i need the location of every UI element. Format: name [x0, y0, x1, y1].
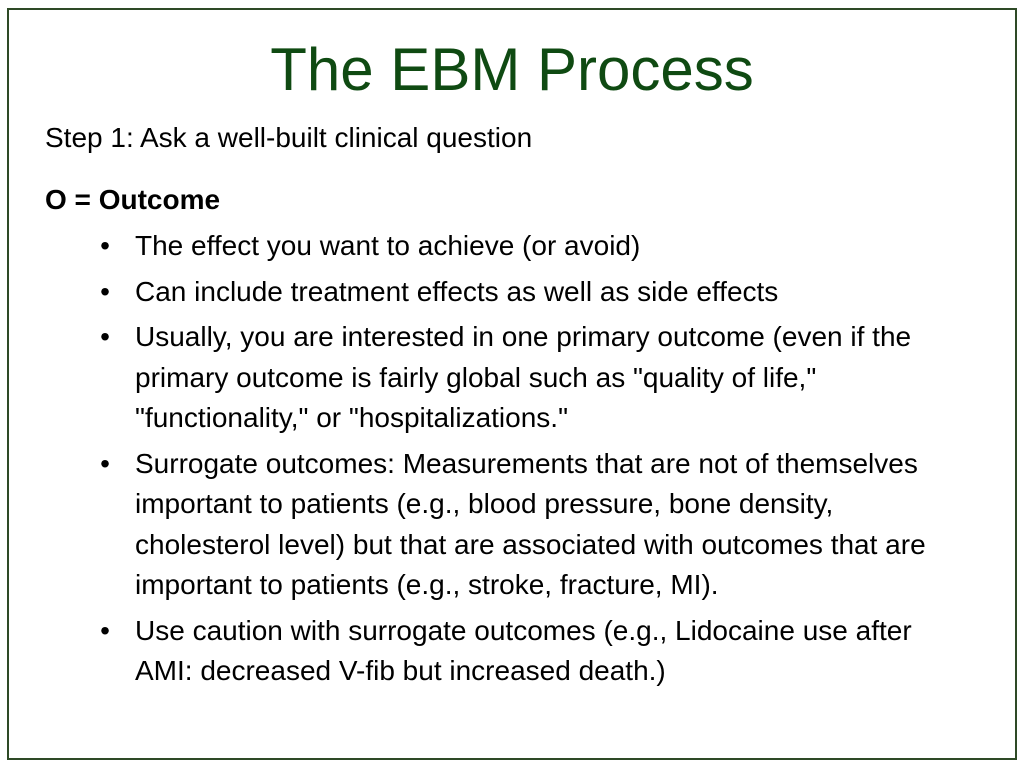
bullet-item: [95, 226, 975, 267]
bullet-item: [95, 444, 975, 606]
bullet-item: [95, 611, 975, 692]
slide-title: The EBM Process: [270, 36, 754, 103]
bullet-text: The effect you want to achieve (or avoid): [135, 230, 641, 261]
bullet-item: [95, 272, 975, 313]
bullet-dot-icon: •: [100, 275, 110, 307]
bullet-list: [95, 226, 975, 697]
bullet-dot-icon: •: [100, 321, 110, 352]
bullet-dot-icon: •: [100, 614, 110, 646]
bullet-text: Use caution with surrogate outcomes (e.g., Lidocaine use after AMI: decreased V-fib but increased death.): [135, 614, 912, 686]
bullet-dot-icon: •: [100, 447, 110, 479]
bullet-text: Surrogate outcomes: Measurements that are not of themselves important to patients (e.g., blood pressure, bone density, cholesterol level) but that are associated with outcomes that are important to patients (e.g., stroke, fracture, MI).: [135, 447, 926, 600]
section-heading: O = Outcome: [45, 184, 221, 215]
bullet-item: [95, 317, 975, 439]
step-subtitle: Step 1: Ask a well-built clinical question: [45, 122, 533, 153]
bullet-text: Usually, you are interested in one primary outcome (even if the primary outcome is fairly global such as "quality of life," "functionality," or "hospitalizations.": [135, 321, 912, 433]
bullet-dot-icon: •: [100, 230, 110, 261]
bullet-text: Can include treatment effects as well as side effects: [135, 275, 779, 307]
